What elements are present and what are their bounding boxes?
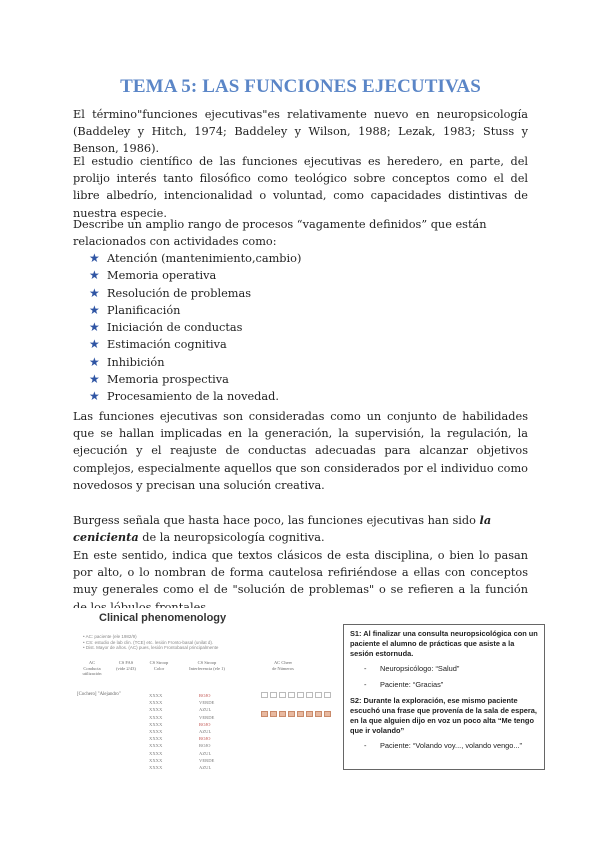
- list-item: ★ Procesamiento de la novedad.: [89, 388, 301, 405]
- paragraph-intro: El término"funciones ejecutivas"es relativamente nuevo en neuropsicología (Baddeley y Hitch, 1974; Baddeley y Wilson, 1988; Lezak, 1983; Stuss y Benson, 1986).: [73, 108, 528, 156]
- emphasis-cenicienta: la cenicienta: [73, 513, 492, 545]
- scenario-2: S2: Durante la exploración, ese mismo paciente escuchó una frase que provenía de la sala de espera, en la que alguien dijo en voz un poco alta “Me tengo que ir volando”: [350, 696, 537, 735]
- column-header: CS Stroop Color: [149, 660, 169, 671]
- star-icon: ★: [89, 268, 100, 283]
- list-item: ★ Inhibición: [89, 354, 301, 371]
- color-words-column: ROJO VERDE AZUL VERDE ROJO AZUL ROJO ROJO AZUL VERDE AZUL: [199, 693, 215, 771]
- paragraph-description: Describe un amplio rango de procesos “vagamente definidos” que están relacionados con actividades como:: [73, 218, 487, 249]
- star-icon: ★: [89, 251, 100, 265]
- list-item: ★ Memoria prospectiva: [89, 371, 301, 388]
- star-icon: ★: [89, 320, 100, 335]
- star-icon: ★: [89, 372, 100, 387]
- paragraph-history: El estudio científico de las funciones ejecutivas es heredero, en parte, del prolijo interés tanto filosófico como teológico sobre conceptos como el del libre albedrío, intencionalidad o voluntad, como capacidades distintivas de nuestra especie.: [73, 155, 528, 220]
- star-icon: ★: [89, 354, 100, 369]
- list-item: ★ Atención (mantenimiento,cambio): [89, 250, 301, 267]
- column-header: CS FAS (vide 2/43): [116, 660, 136, 671]
- star-icon: ★: [89, 389, 100, 404]
- column-header: CS Stroop Interferencia (ele 1): [189, 660, 225, 671]
- row-label: [Cochero] "Alejandro": [77, 692, 121, 697]
- clinical-phenomenology-figure: [73, 608, 323, 771]
- figure-notes: • AC: paciente (ele 1982/9) • CS: estudio de lab clin. (TCE) etc. lesión Fronto-basal (unilat d). • Dist. Mayor de años. (AC) pues, lesión Frontobasal principalmente: [83, 634, 219, 650]
- star-icon: ★: [89, 302, 100, 317]
- list-item: ★ Iniciación de conductas: [89, 319, 301, 336]
- list-item: ★ Planificación: [89, 302, 301, 319]
- list-item: ★ Estimación cognitiva: [89, 336, 301, 353]
- dialogue-line: - Paciente: “Gracias”: [364, 680, 444, 689]
- paragraph-definition: Las funciones ejecutivas son consideradas como un conjunto de habilidades que se hallan implicadas en la generación, la supervisión, la regulación, la ejecución y el reajuste de conductas adecuadas para alcanzar objetivos complejos, especialmente aquellos que son considerados por el individuo como novedosos y precisan una solución creativa.: [73, 410, 528, 492]
- page-title: TEMA 5: LAS FUNCIONES EJECUTIVAS: [120, 76, 481, 97]
- scenario-1: S1: Al finalizar una consulta neuropsicológica con un paciente el alumno de prácticas que asiste a la sesión estornuda.: [350, 629, 538, 658]
- star-icon: ★: [89, 337, 100, 352]
- figure-title: Clinical phenomenology: [99, 612, 227, 624]
- dialogue-line: - Neuropsicólogo: “Salud”: [364, 664, 460, 673]
- paragraph-burgess: Burgess señala que hasta hace poco, las funciones ejecutivas han sido la cenicienta de la neuropsicología cognitiva.: [73, 513, 492, 545]
- dialogue-line: - Paciente: “Volando voy..., volando vengo...”: [364, 741, 523, 750]
- column-header: AC Cheer de Números: [272, 660, 294, 671]
- star-icon: ★: [89, 285, 100, 300]
- list-item: ★ Resolución de problemas: [89, 285, 301, 302]
- column-header: AC Conducta utilización: [82, 660, 102, 676]
- xxxx-column: XXXX XXXX XXXX XXXX XXXX XXXX XXXX XXXX XXXX XXXX XXXX: [149, 693, 163, 771]
- number-grid: [261, 692, 331, 730]
- list-item: ★ Memoria operativa: [89, 267, 301, 284]
- case-example-box: [343, 624, 545, 770]
- activities-list: [89, 250, 301, 406]
- paragraph-classic-texts: En este sentido, indica que textos clásicos de esta disciplina, o bien lo pasan por alto, o lo nombran de forma cautelosa refiriéndose a ellas con conceptos muy generales como el de "solución de problemas" o se refieren a la función: [73, 549, 528, 597]
